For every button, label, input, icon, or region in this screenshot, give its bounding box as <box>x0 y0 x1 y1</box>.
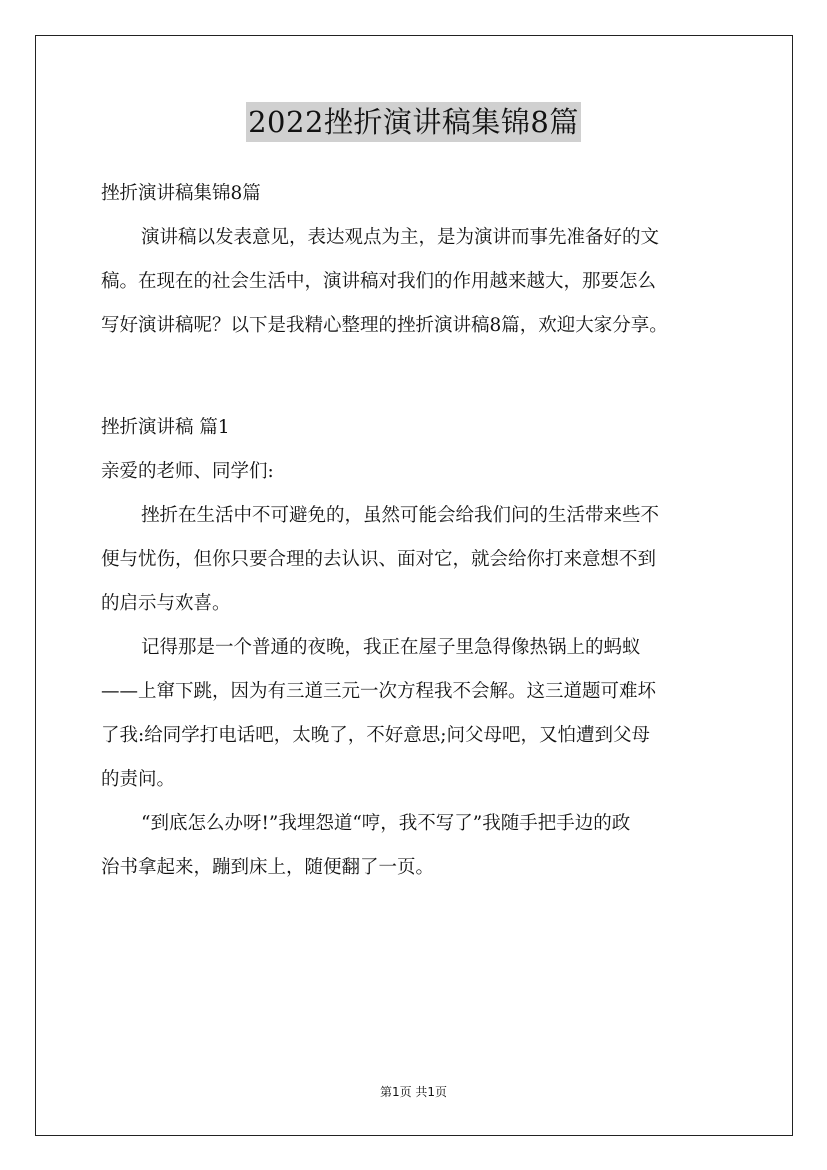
intro-line: 稿。在现在的社会生活中，演讲稿对我们的作用越来越大，那要怎么 <box>101 271 657 292</box>
intro-line: 写好演讲稿呢？以下是我精心整理的挫折演讲稿8篇，欢迎大家分享。 <box>101 315 668 336</box>
paragraph-line: “到底怎么办呀!”我埋怨道“哼，我不写了”我随手把手边的政 <box>141 813 631 834</box>
paragraph-line: 挫折在生活中不可避免的，虽然可能会给我们问的生活带来些不 <box>141 505 660 526</box>
paragraph-line: 记得那是一个普通的夜晚，我正在屋子里急得像热锅上的蚂蚁 <box>141 637 641 658</box>
paragraph-2 <box>101 626 729 802</box>
section-gap <box>101 348 729 406</box>
document-title: 2022挫折演讲稿集锦8篇 <box>246 102 581 142</box>
paragraph-line: 便与忧伤，但你只要合理的去认识、面对它，就会给你打来意想不到 <box>101 549 657 570</box>
paragraph-line: 了我:给同学打电话吧，太晚了，不好意思;问父母吧，又怕遭到父母 <box>101 725 650 746</box>
intro-paragraph <box>101 216 729 348</box>
salutation: 亲爱的老师、同学们: <box>101 461 274 482</box>
paragraph-line: 的责问。 <box>101 769 176 790</box>
intro-line: 演讲稿以发表意见，表达观点为主，是为演讲而事先准备好的文 <box>141 227 660 248</box>
paragraph-line: 的启示与欢喜。 <box>101 593 231 614</box>
paragraph-1 <box>101 494 729 626</box>
document-title-container <box>0 102 827 142</box>
subtitle: 挫折演讲稿集锦8篇 <box>101 183 261 204</box>
paragraph-3 <box>101 802 729 890</box>
page-footer: 第1页 共1页 <box>379 1085 448 1099</box>
paragraph-line: ——上窜下跳，因为有三道三元一次方程我不会解。这三道题可难坏 <box>101 681 657 702</box>
paragraph-line: 治书拿起来，蹦到床上，随便翻了一页。 <box>101 857 435 878</box>
document-body <box>101 172 729 890</box>
section-heading: 挫折演讲稿 篇1 <box>101 417 230 438</box>
